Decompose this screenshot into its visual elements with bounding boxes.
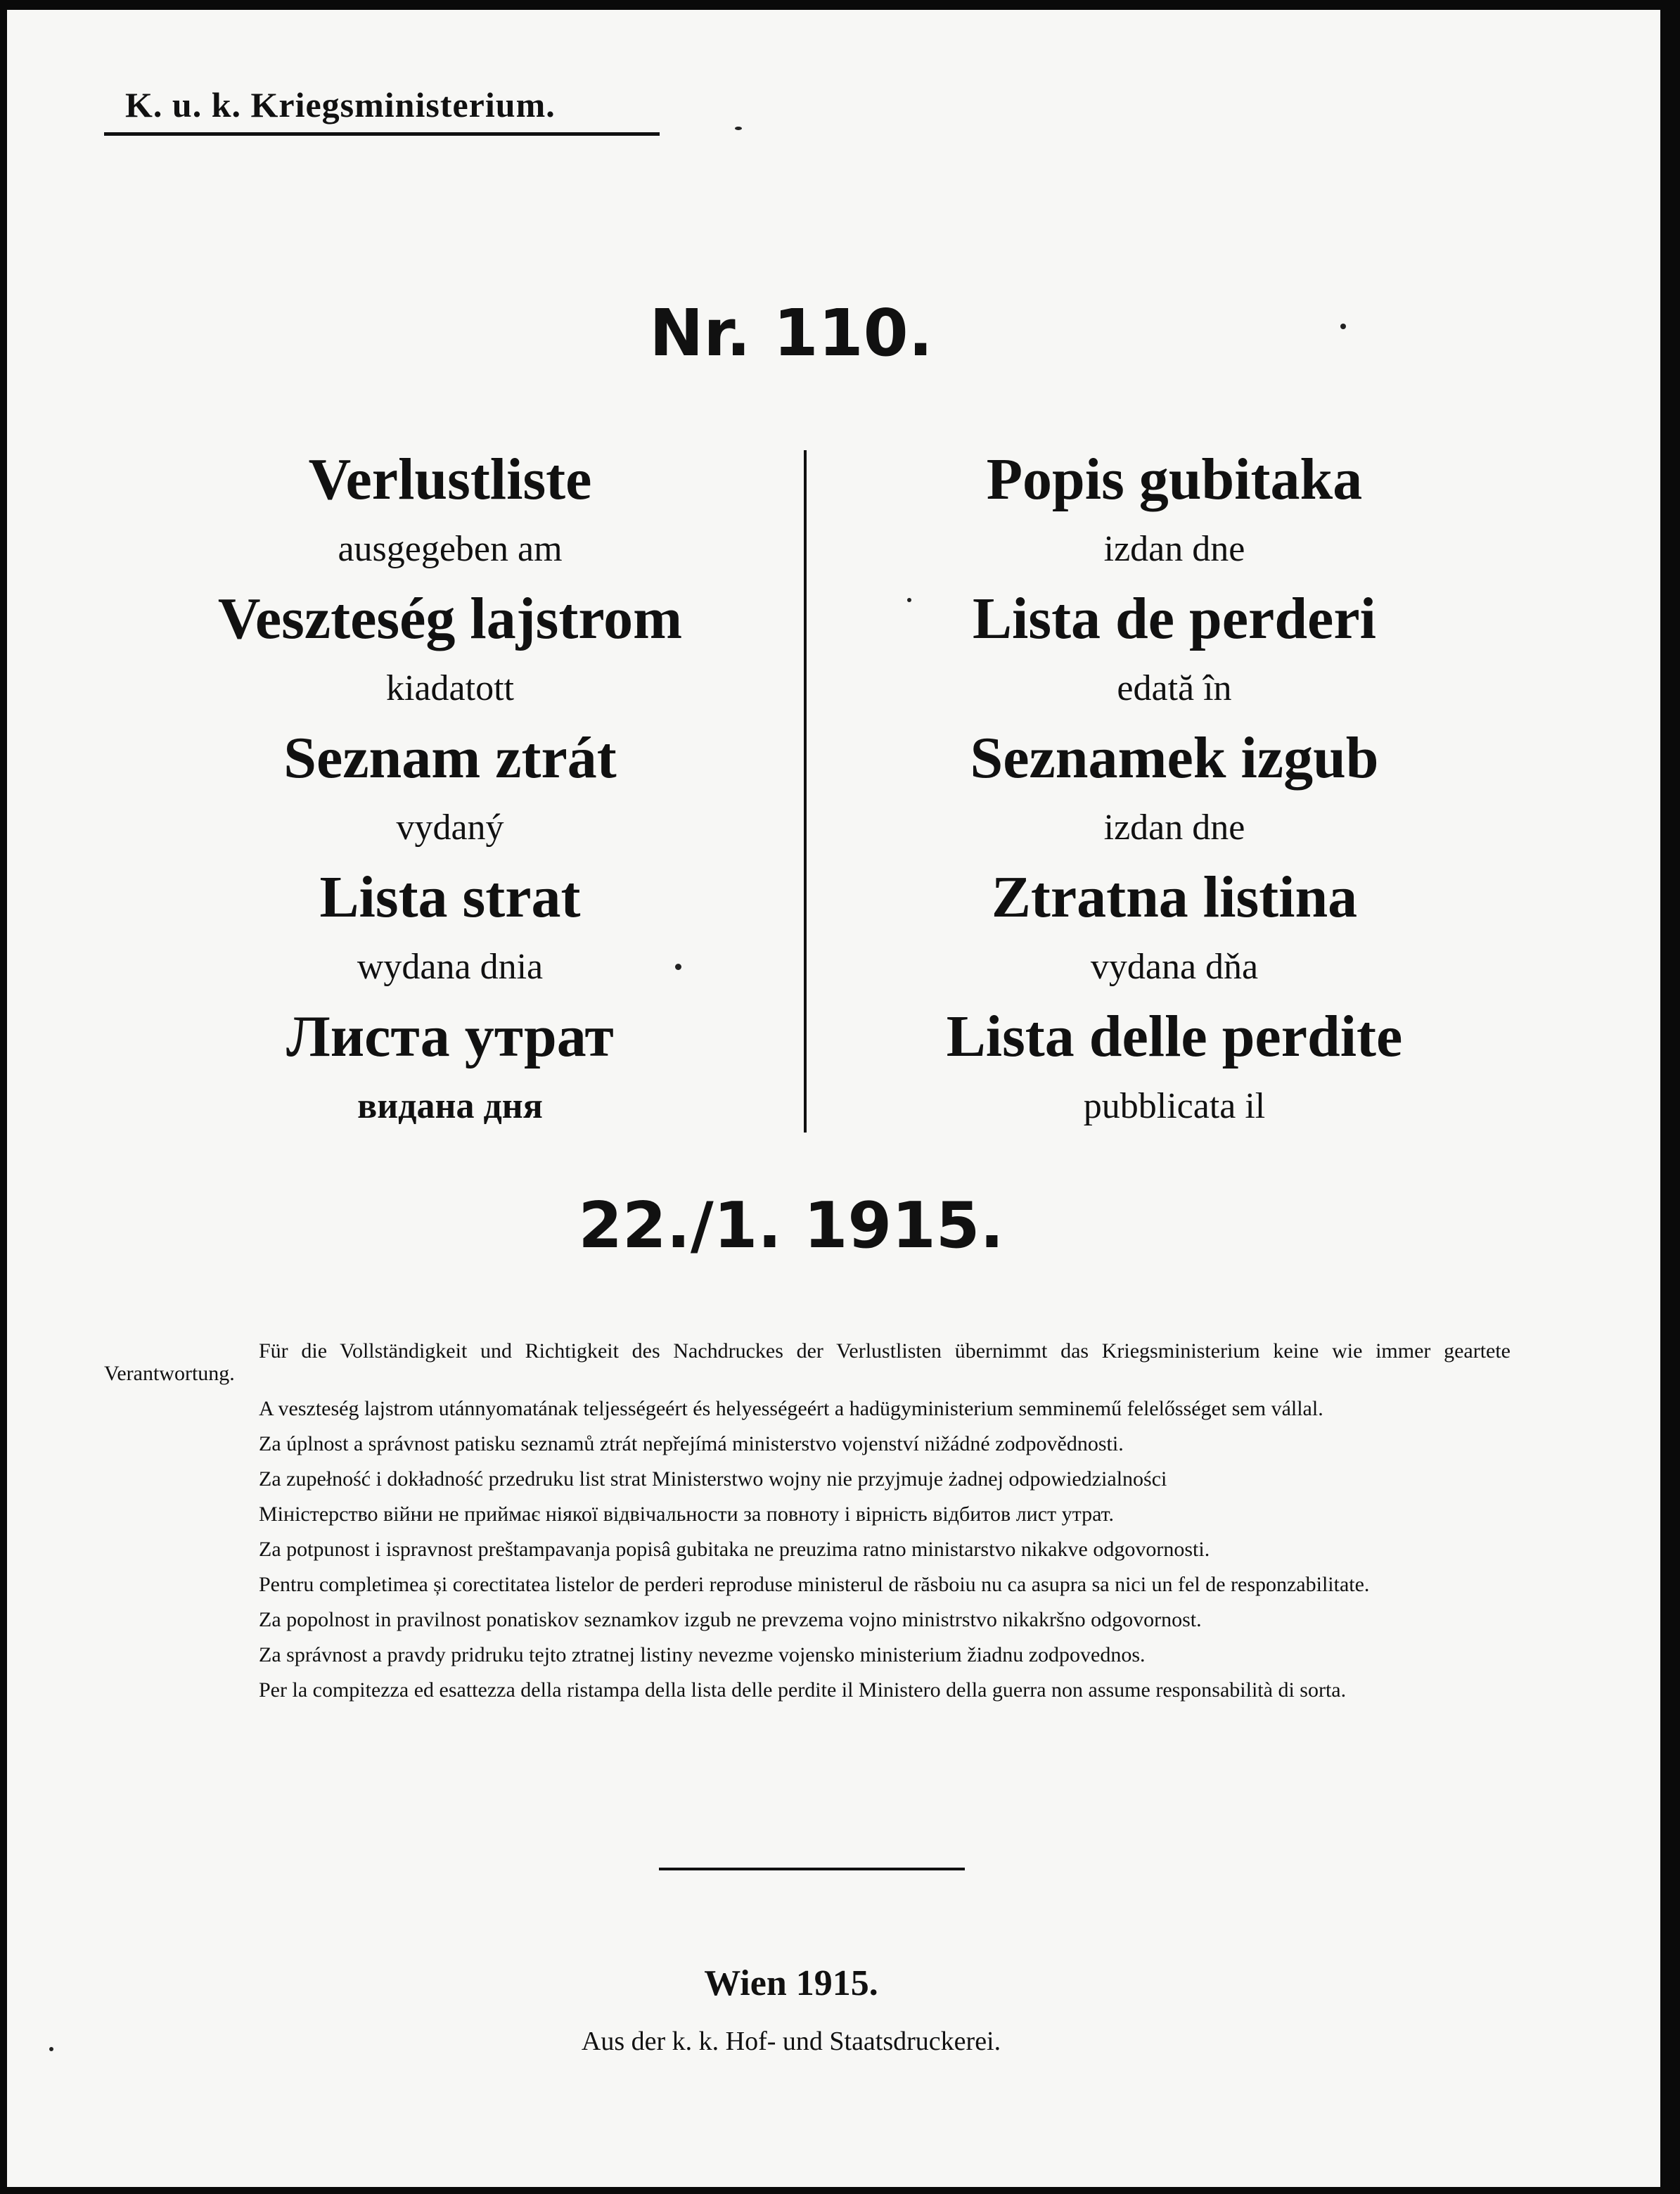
print-speck	[675, 964, 681, 970]
disclaimer-czech: Za úplnost a správnost patisku seznamů ztrát nepřejímá ministerstvo vojenství nižádné zodpovědnosti.	[259, 1432, 1124, 1455]
list-title: Lista strat	[319, 865, 581, 930]
list-subtitle: ausgegeben am	[338, 529, 563, 569]
print-speck	[1340, 324, 1346, 329]
list-subtitle: vydana dňa	[1090, 947, 1259, 987]
footer-printer: Aus der k. k. Hof- und Staatsdruckerei.	[581, 2027, 1001, 2056]
print-speck	[907, 598, 911, 602]
issue-date: 22./1. 1915.	[578, 1189, 1004, 1263]
ministry-name: K. u. k. Kriegsministerium.	[125, 85, 556, 125]
list-subtitle: видана дня	[357, 1086, 543, 1126]
list-title: Ztratna listina	[991, 865, 1358, 930]
list-title: Veszteség lajstrom	[217, 586, 683, 651]
list-title: Lista delle perdite	[946, 1004, 1403, 1069]
ministry-header	[104, 84, 660, 136]
disclaimer-croatian: Za potpunost i ispravnost preštampavanja popisâ gubitaka ne preuzima ratno ministarstvo nikakve odgovornosti.	[259, 1538, 1210, 1561]
list-subtitle: vydaný	[396, 808, 504, 848]
list-title: Verlustliste	[308, 447, 592, 512]
list-subtitle: izdan dne	[1103, 529, 1245, 569]
disclaimer-hungarian: A veszteség lajstrom utánnyomatának teljességeért és helyességeért a hadügyministerium semminemű felelősséget sem vállal.	[259, 1397, 1323, 1420]
print-speck	[49, 2047, 53, 2051]
footer-place: Wien 1915.	[704, 1963, 878, 2003]
disclaimer-block	[104, 1340, 1511, 1714]
disclaimer-polish: Za zupełność i dokładność przedruku list strat Ministerstwo wojny nie przyjmuje żadnej odpowiedzialności	[259, 1467, 1167, 1491]
footer-rule	[659, 1868, 965, 1870]
list-title: Листа утрат	[286, 1004, 614, 1069]
print-speck	[735, 127, 742, 130]
left-column	[169, 443, 731, 1140]
disclaimer-italian: Per la compitezza ed esattezza della ristampa della lista delle perdite il Ministero della guerra non assume responsabilità di sorta.	[259, 1678, 1347, 1702]
disclaimer-romanian: Pentru completimea și corectitatea listelor de perderi reproduse ministerul de răsboiu nu ca asupra sa nici un fel de responzabilitate.	[259, 1573, 1370, 1596]
disclaimer-german: Für die Vollständigkeit und Richtigkeit des Nachdruckes der Verlustlisten übernimmt das Kriegsministerium keine wie immer geartete Verantwortung.	[104, 1339, 1511, 1385]
list-subtitle: pubblicata il	[1083, 1086, 1266, 1126]
list-subtitle: izdan dne	[1103, 808, 1245, 848]
list-title: Popis gubitaka	[986, 447, 1363, 512]
list-number: Nr. 110.	[649, 295, 933, 371]
list-subtitle: wydana dnia	[357, 947, 544, 987]
disclaimer-slovak: Za správnost a pravdy pridruku tejto ztratnej listiny nevezme vojensko ministerium žiadnu zodpovednos.	[259, 1643, 1146, 1666]
list-subtitle: edată în	[1117, 668, 1232, 708]
list-title: Lista de perderi	[973, 586, 1376, 651]
list-subtitle: kiadatott	[386, 668, 514, 708]
column-divider	[804, 450, 807, 1133]
list-title: Seznamek izgub	[970, 725, 1379, 791]
disclaimer-ukrainian: Міністерство війни не приймає ніякої відвічальности за повноту і вірність відбитов лист утрат.	[259, 1503, 1115, 1526]
disclaimer-slovene: Za popolnost in pravilnost ponatiskov seznamkov izgub ne prevzema vojno ministrstvo nikakršno odgovornost.	[259, 1608, 1202, 1631]
list-title: Seznam ztrát	[283, 725, 617, 791]
right-column	[872, 443, 1477, 1140]
